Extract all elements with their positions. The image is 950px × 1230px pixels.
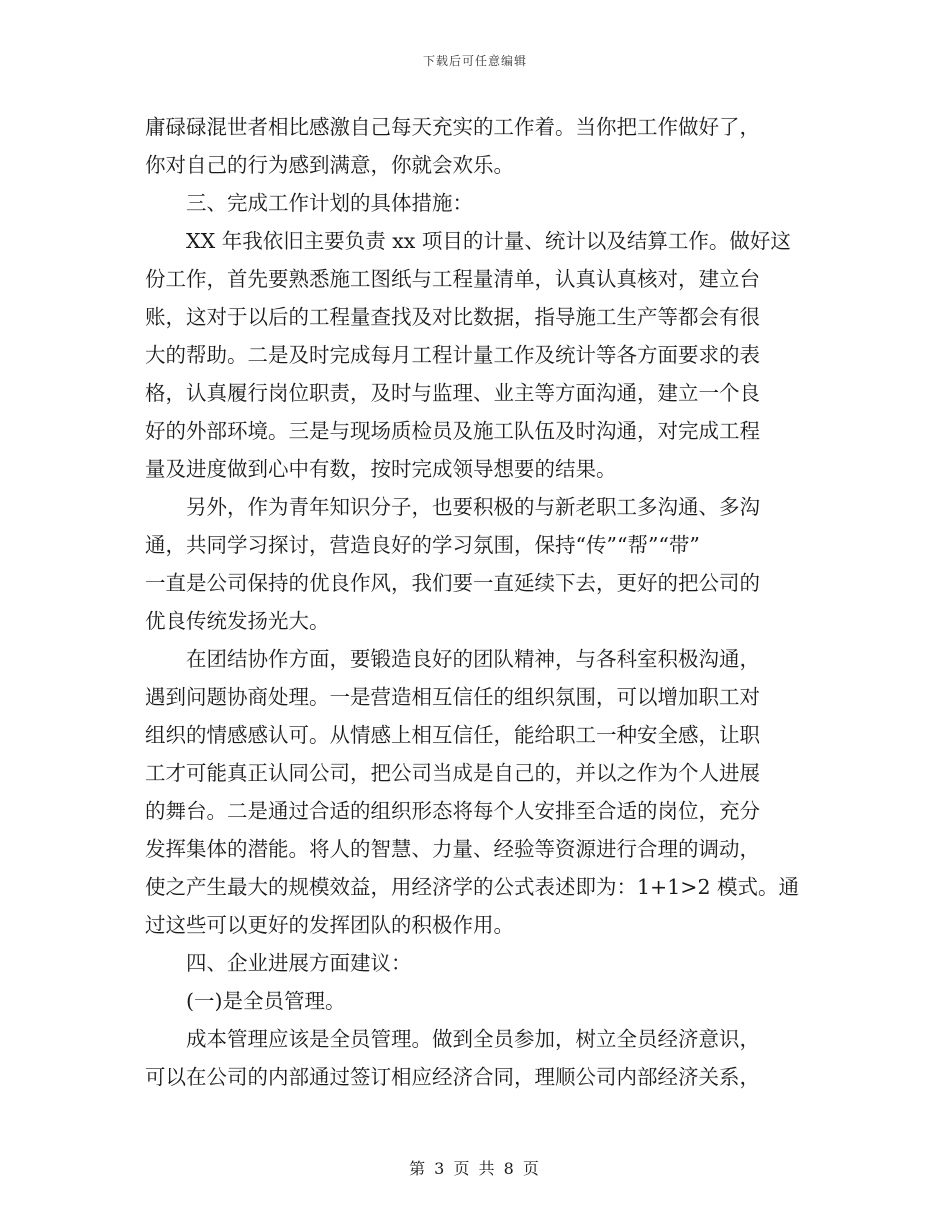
text-line: 份工作，首先要熟悉施工图纸与工程量清单，认真认真核对，建立台 xyxy=(145,267,760,291)
section-heading: 四、企业进展方面建议： xyxy=(186,951,412,975)
text-line: XX 年我依旧主要负责 xx 项目的计量、统计以及结算工作。做好这 xyxy=(186,229,791,253)
text-line: 的舞台。二是通过合适的组织形态将每个人安排至合适的岗位，充分 xyxy=(145,799,760,823)
text-line: 优良传统发扬光大。 xyxy=(145,609,330,633)
text-line: 庸碌碌混世者相比感激自己每天充实的工作着。当你把工作做好了， xyxy=(145,115,760,139)
text-line: 一直是公司保持的优良作风，我们要一直延续下去，更好的把公司的 xyxy=(145,571,760,595)
text-line: 好的外部环境。三是与现场质检员及施工队伍及时沟通，对完成工程 xyxy=(145,419,760,443)
text-line: 在团结协作方面，要锻造良好的团队精神，与各科室积极沟通， xyxy=(186,647,760,671)
text-line: 工才可能真正认同公司，把公司当成是自己的，并以之作为个人进展 xyxy=(145,761,760,785)
text-line: 通，共同学习探讨，营造良好的学习氛围，保持“传”“帮”“带” xyxy=(145,533,700,557)
page-footer: 第 3 页 共 8 页 xyxy=(409,1159,541,1178)
subsection-heading: (一)是全员管理。 xyxy=(186,989,346,1013)
page-header: 下载后可任意编辑 xyxy=(422,54,527,68)
text-line: 成本管理应该是全员管理。做到全员参加，树立全员经济意识， xyxy=(186,1027,760,1051)
text-line: 遇到问题协商处理。一是营造相互信任的组织氛围，可以增加职工对 xyxy=(145,685,760,709)
text-line: 格，认真履行岗位职责，及时与监理、业主等方面沟通，建立一个良 xyxy=(145,381,760,405)
text-line: 账，这对于以后的工程量查找及对比数据，指导施工生产等都会有很 xyxy=(145,305,760,329)
text-line: 使之产生最大的规模效益，用经济学的公式表述即为：1+1>2 模式。通 xyxy=(145,875,799,899)
text-line: 过这些可以更好的发挥团队的积极作用。 xyxy=(145,913,514,937)
text-line: 你对自己的行为感到满意，你就会欢乐。 xyxy=(145,153,514,177)
document-body xyxy=(145,108,810,1096)
text-line: 发挥集体的潜能。将人的智慧、力量、经验等资源进行合理的调动， xyxy=(145,837,760,861)
text-line: 量及进度做到心中有数，按时完成领导想要的结果。 xyxy=(145,457,617,481)
text-line: 大的帮助。二是及时完成每月工程计量工作及统计等各方面要求的表 xyxy=(145,343,760,367)
section-heading: 三、完成工作计划的具体措施： xyxy=(186,191,473,215)
text-line: 另外，作为青年知识分子，也要积极的与新老职工多沟通、多沟 xyxy=(186,495,760,519)
text-line: 组织的情感感认可。从情感上相互信任，能给职工一种安全感，让职 xyxy=(145,723,760,747)
text-line: 可以在公司的内部通过签订相应经济合同，理顺公司内部经济关系， xyxy=(145,1065,760,1089)
